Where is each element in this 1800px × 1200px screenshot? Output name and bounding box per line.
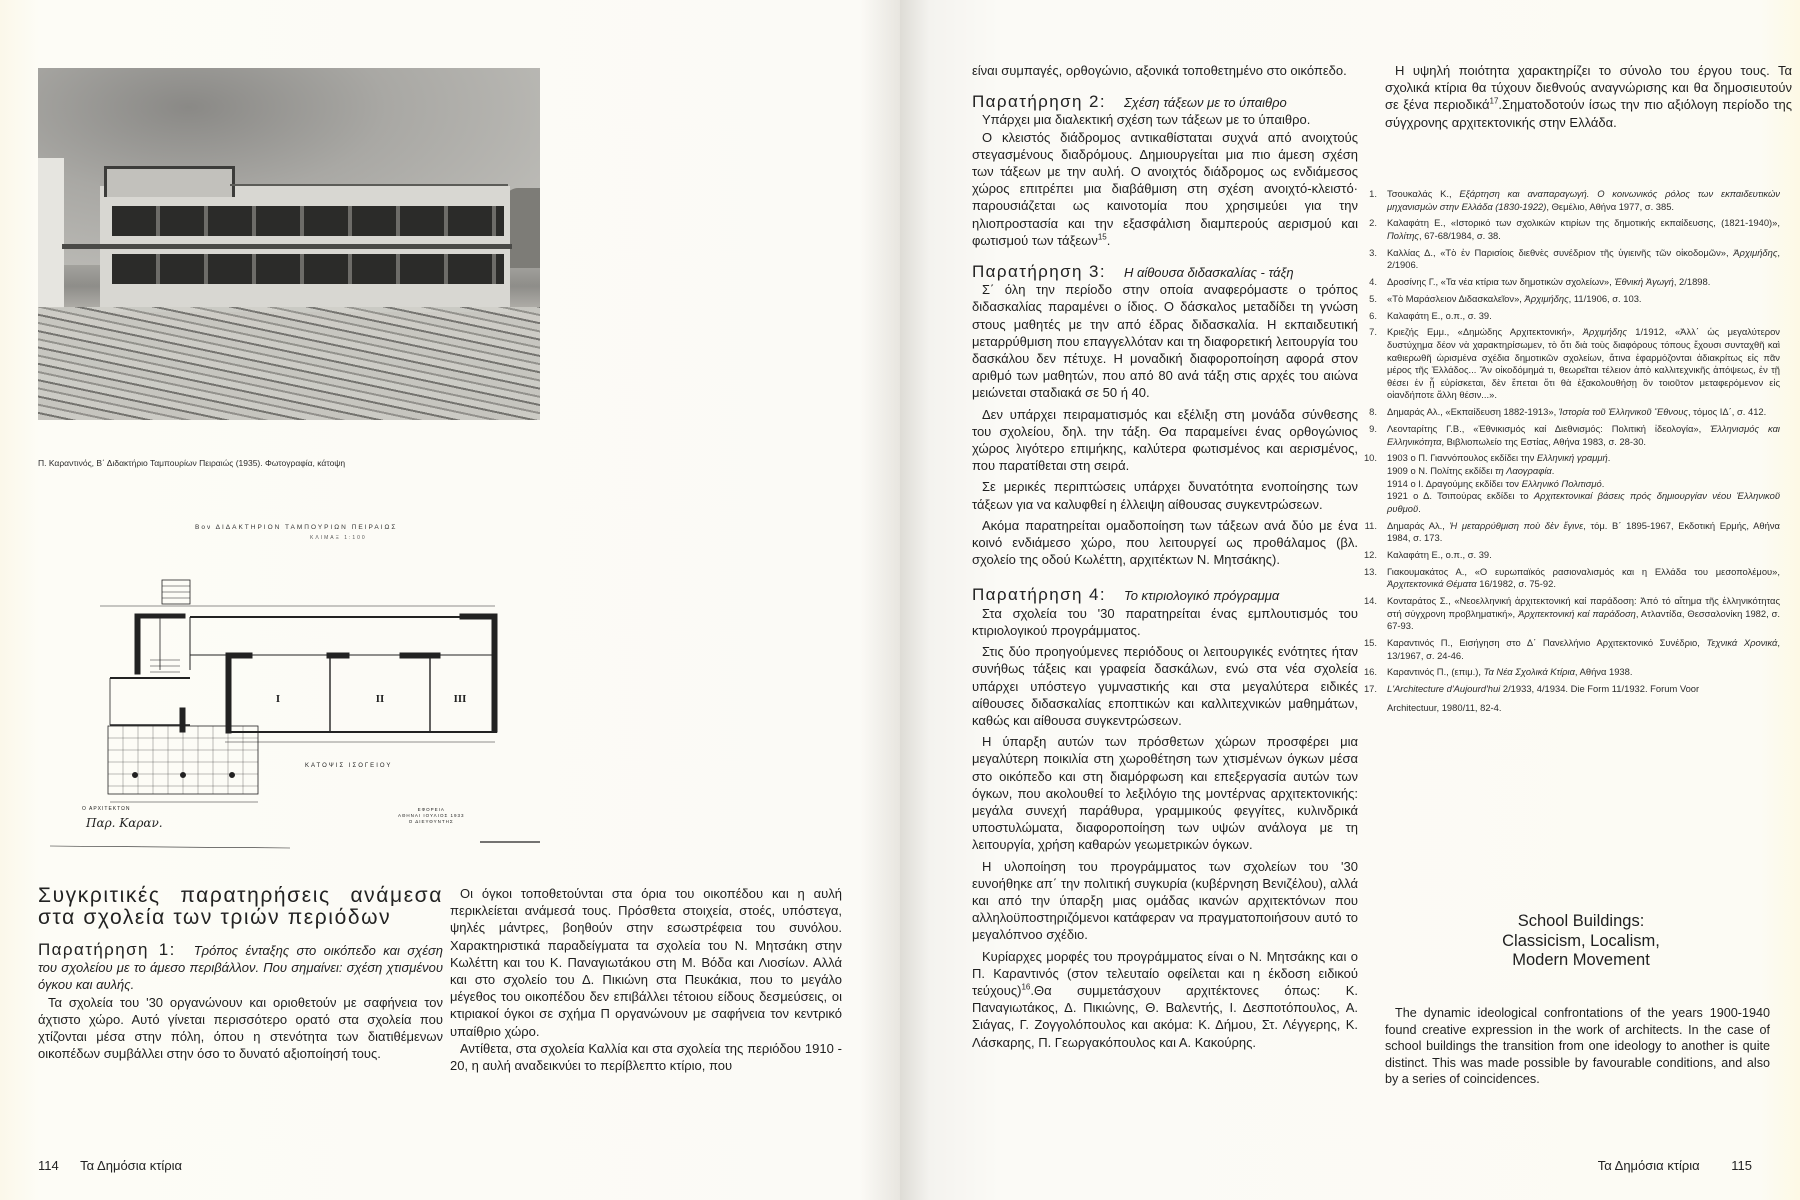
footnote-number: 2.: [1369, 217, 1377, 229]
footnote-title: Ελληνικό Πολιτισμό: [1521, 477, 1602, 489]
footnote-title: Ἐθνική Ἀγωγή: [1614, 276, 1674, 288]
footnote-text: , Αθήνα 1938.: [1574, 666, 1633, 678]
footnote-body: [1387, 566, 1780, 591]
paragraph-text: Ο κλειστός διάδρομος αντικαθίσταται συχνά από ανοιχτούς στεγασμένους διαδρόμους. Δημιουργείται μια πιο άμεση σχέση των τάξεων με την αυλή. Ο ανοιχτός διάδρομος ως ενδιάμεσος χώρος επιτρέπει μια διαβάθμιση στη σχέση ανοιχτό-κλειστό· παρουσιάζεται ως καινοτομία που χρησιμεύει για την ηλιοπροστασία και την εξασφάλιση διαμπερούς αερισμού και φωτισμού των τάξεων: [972, 129, 1358, 248]
footnote-item: [1369, 292, 1780, 306]
running-title: Τα Δημόσια κτίρια: [1597, 1158, 1700, 1173]
footnote-item: [1363, 565, 1780, 591]
school-building-photo: [38, 68, 540, 420]
footnote-text: Λεονταρίτης Γ.Β., «Ἐθνικισμός καί Διεθνισμός: Πολιτική ἰδεολογία»,: [1387, 423, 1711, 434]
footnote-number: 4.: [1369, 276, 1377, 288]
observation-label: Παρατήρηση 1:: [38, 940, 176, 959]
observation-label: Παρατήρηση 2:: [972, 92, 1106, 112]
plan-ephor-line: ΑΘΗΝΑΙ ΙΟΥΛΙΟΣ 1933: [398, 813, 465, 818]
footnote-text: Κριεζής Εμμ., «Δημώδης Αρχιτεκτονική»,: [1387, 326, 1583, 338]
paragraph: Σ΄ όλη την περίοδο στην οποία αναφερόμαστε ο τρόπος διδασκαλίας παραμένει ο ίδιος. Ο δάσκαλος μεταδίδει τη γνώση στους μαθητές με την από έδρας διδασκαλία. Η εκπαιδευτική μεταρρύθμιση που επαγγελλόταν και τη διαφορετική λειτουργία του δασκάλου δεν πέτυχε. Η μοναδική διαφοροποίηση αφορά στον αριθμό των μαθητών, που από 80 ανά τάξη στις αρχές του αιώνα μειώνεται σταδιακά σε 50 ή 40.: [972, 282, 1358, 401]
paragraph: The dynamic ideological confrontations of the years 1900-1940 found creative expression in the work of architects. In the case of school buildings the transition from one ideology to another is quite distinct. This was made possible by favourable conditions, and also by a series of coincidences.: [1385, 1006, 1770, 1087]
footnote-text: , 2/1898.: [1673, 276, 1711, 288]
footnote-body: [1387, 423, 1780, 448]
footnote-number: 5.: [1369, 292, 1377, 304]
footnote-title: L'Architecture d'Aujourd'hui: [1387, 683, 1501, 695]
plan-ephor-block: [398, 807, 464, 825]
paragraph-text: Η υψηλή ποιότητα χαρακτηρίζει το σύνολο του έργου τους. Τα σχολικά κτίρια θα τύχουν διεθνούς αναγνώρισης και θα δημοσιευτούν σε ξένα περιοδικά: [1385, 63, 1792, 113]
paragraph-text: Κυρίαρχες μορφές του προγράμματος είναι ο Ν. Μητσάκης και ο Π. Καραντινός (στον τελευταίο οφείλεται και η έκδοση ειδικού τεύχους): [972, 948, 1358, 998]
footnote-number: 13.: [1363, 565, 1377, 577]
footnote-item: [1363, 452, 1780, 515]
observation-subtitle: Η αίθουσα διδασκαλίας - τάξη: [1123, 265, 1294, 281]
footnote-title: Ἀρχιτεκτονικά Θέματα: [1387, 578, 1477, 590]
footnote-text: .: [1418, 502, 1421, 514]
footnote-number: 16.: [1363, 666, 1377, 678]
english-summary-body: [1385, 1005, 1770, 1088]
footnote-body: [1387, 326, 1780, 402]
footnote-body: [1387, 637, 1780, 662]
left-column-2: [450, 885, 842, 1074]
footnote-text: «Τὸ Μαράσλειον Διδασκαλεῖον»,: [1387, 292, 1525, 304]
footnote-ref[interactable]: 16: [1021, 982, 1031, 992]
plan-ephor-line: ΕΦΟΡΕΙΑ: [417, 807, 445, 812]
paragraph: Οι όγκοι τοποθετούνται στα όρια του οικοπέδου και η αυλή περικλείεται ανάμεσά τους. Πρόσθετα στοιχεία, στοές, υπόστεγα, ψηλές μάντρες, βοηθούν στην εσωστρέφεια του συνόλου. Χαρακτηριστικά παραδείγματα τα σχολεία του Ν. Μητσάκη στην Κωλέττη και του Κ. Παναγιωτάκου στη Μ. Βόδα και Λιοσίων. Αλλά και στο σχολείο του Δ. Πικιώνη στα Πευκάκια, που το μεγάλο μέγεθος του οικοπέδου δεν επιβάλλει τέτοιου είδους δεσμεύσεις, οι κτιριακοί όγκοι σε σχήμα Π οργανώνουν με σαφήνεια τον κεντρικό υπαίθριο χώρο.: [450, 886, 842, 1039]
footnote-title: Ἑλληνισμός και Ελληνικότητα: [1387, 423, 1780, 447]
footnote-title: Ἀρχιμήδης: [1582, 326, 1627, 338]
footnote-title: Πολίτης: [1387, 229, 1419, 241]
footnote-text: , 67-68/1984, σ. 38.: [1418, 229, 1501, 241]
footnote-item: [1369, 309, 1780, 323]
footnote-body: [1387, 452, 1780, 515]
footnote-text: , 11/1906, σ. 103.: [1568, 292, 1642, 304]
footnote-item: [1363, 683, 1780, 714]
footnote-body: [1387, 276, 1780, 289]
observation-subtitle: Σχέση τάξεων με το ύπαιθρο: [1123, 95, 1287, 111]
floor-plan-drawing: [40, 510, 560, 860]
footnote-text: 1921 ο Δ. Τσιπούρας εκδίδει το: [1387, 490, 1534, 502]
footnote-line: Architectuur, 1980/11, 82-4.: [1387, 701, 1502, 713]
page-footer-right: [1598, 1158, 1752, 1173]
footnote-number: 3.: [1369, 246, 1377, 258]
footnote-text: 1/1912, «Ἀλλ΄ ὡς μεγαλύτερον δυστύχημα δέον νὰ χαρακτηρίσωμεν, τὸ ὅτι διὰ τοὺς διαφόρους τόπους ἔχουσι συνταχθῆ καὶ καθιερωθῆ ὡρισμένα σχέδια δημοτικῶν σχολείων, ἅτινα ἐφαρμόζονται ἀδιακρίτως εἰς πᾶν μέρος τῆς Ἑλλάδος... Ἂν οἰκοδόμημά τι, θεωρεῖται τέλειον ἀπὸ καλλιτεχνικῆς ἀπόψεως, ἐν τῇ θέσει ἐν ᾗ εὑρίσκεται, δὲν ἕπεται ὅτι θὰ ἐξακολουθήσῃ ὂν τοιοῦτον μεταφερόμενον εἰς οἱανδήποτε ἄλλη θέσιν...».: [1387, 326, 1780, 401]
footnote-number: 9.: [1369, 423, 1377, 434]
observation-1-heading: [38, 941, 443, 994]
footnote-text: Γιακουμακάτος Α., «Ο ευρωπαϊκός ρασιοναλισμός και η Ελλάδα του μεσοπολέμου»,: [1387, 565, 1780, 577]
footnote-title: Τεχνικά Χρονικά: [1706, 637, 1778, 649]
footnote-item: [1369, 217, 1780, 242]
plan-title: Βον ΔΙΔΑΚΤΗΡΙΟΝ ΤΑΜΠΟΥΡΙΩΝ ΠΕΙΡΑΙΩΣ: [195, 524, 398, 531]
paragraph: Αντίθετα, στα σχολεία Καλλία και στα σχολεία της περιόδου 1910 - 20, η αυλή αναδεικνύει το περίβλεπτο κτίριο, που: [450, 1040, 842, 1074]
footnote-number: 15.: [1363, 637, 1377, 649]
plan-ephor-line: Ο ΔΙΕΥΘΥΝΤΗΣ: [408, 819, 454, 824]
observation-label: Παρατήρηση 4:: [972, 585, 1106, 605]
english-title-line: Classicism, Localism,: [1502, 931, 1660, 950]
photo-ground: [38, 307, 540, 420]
footnote-title: Τα Νέα Σχολικά Κτίρια: [1483, 666, 1575, 678]
running-title: Τα Δημόσια κτίρια: [80, 1158, 183, 1173]
footnote-body: [1387, 549, 1780, 562]
photo-roof-rail: [230, 184, 508, 196]
english-summary-title: [1386, 912, 1776, 971]
footnote-item: [1363, 666, 1780, 679]
footnote-text: , Ατλαντίδα, Θεσσαλονίκη 1982, σ. 67-93.: [1387, 607, 1781, 632]
footnote-item: [1369, 423, 1780, 448]
footnote-number: 8.: [1369, 406, 1377, 418]
footnote-title: Εξάρτηση και αναπαραγωγή. Ο κοινωνικός ρόλος των εκπαιδευτικών μηχανισμών στην Ελλάδα (1830-1922): [1387, 188, 1780, 212]
paragraph-with-ref: [972, 948, 1358, 1051]
footnote-text: Καραντινός Π., (επιμ.),: [1387, 666, 1484, 678]
paragraph-with-ref: Ο κλειστός διάδρομος αντικαθίσταται συχνά από ανοιχτούς στεγασμένους διαδρόμους. Δημιουργείται μια πιο άμεση σχέση των τάξεων με την αυλή. Ο ανοιχτός διάδρομος ως ενδιάμεσος χώρος επιτρέπει μια διαβάθμιση στη σχέση ανοιχτό-κλειστό· παρουσιάζεται ως καινοτομία που χρησιμεύει για την ηλιοπροστασία και την εξασφάλιση διαμπερούς αερισμού και φωτισμού των τάξεων$^{15}$.: [972, 129, 1358, 248]
footnote-number: 12.: [1363, 548, 1377, 560]
photo-roof-pergola: [104, 166, 235, 197]
footnote-title: Ἀρχιμήδης: [1733, 246, 1778, 258]
observation-label: Παρατήρηση 3:: [972, 262, 1106, 282]
observation-4-heading: [972, 586, 1358, 604]
page-number: 115: [1731, 1158, 1752, 1173]
footnote-text: 1903 ο Π. Γιαννόπουλος εκδίδει την: [1387, 452, 1537, 464]
footnote-title: Ἱστορία τοῦ Ἑλληνικοῦ Ἔθνους: [1558, 406, 1688, 418]
footnote-item: [1364, 519, 1780, 545]
english-title-line: School Buildings:: [1517, 912, 1645, 930]
figure-caption: Π. Καραντινός, Β΄ Διδακτήριο Ταμπουρίων Πειραιώς (1935). Φωτογραφία, κάτοψη: [38, 458, 346, 468]
plan-room-1: I: [275, 695, 281, 705]
footnote-body: [1387, 247, 1780, 272]
footnote-text: Τσουκαλάς Κ.,: [1387, 188, 1460, 199]
footnote-text: Καραντινός Π., Εισήγηση στο Δ΄ Πανελλήνιο Αρχιτεκτονικό Συνέδριο,: [1387, 637, 1707, 649]
footnote-line: [1387, 452, 1780, 465]
footnote-number: 17.: [1363, 683, 1377, 695]
footnote-body: [1387, 520, 1780, 545]
plan-label: ΚΑΤΟΨΙΣ ΙΣΟΓΕΙΟΥ: [305, 763, 393, 769]
paragraph: Η ύπαρξη αυτών των πρόσθετων χώρων προσφέρει μια μεγαλύτερη ποικιλία στη χωροθέτηση των χτισμένων όγκων μέσα στο οικόπεδο και στη διαμόρφωση και επεξεργασία αυτών των όγκων, που ακολουθεί το λεξιλόγιο της μοντέρνας αρχιτεκτονικής: μεγάλα συνεχή παράθυρα, γραμμικούς φεγγίτες, κυλινδρικά υποστυλώματα, διαφοροποίηση των υψών ανάλογα με τη λειτουργία, χρήση καθαρών γεωμετρικών όγκων.: [972, 734, 1358, 853]
paragraph-text: .Σηματοδοτούν ίσως την πιο αξιόλογη περίοδο της σύγχρονης αρχιτεκτονικής στην Ελλάδα.: [1385, 97, 1793, 130]
footnote-text: Καλαφάτη Ε., ο.π., σ. 39.: [1387, 309, 1492, 321]
footnote-text: , 2/1906.: [1387, 246, 1780, 271]
footnote-line: [1387, 478, 1780, 491]
footnote-title: Ελληνική γραμμή: [1536, 452, 1608, 464]
paragraph-text: .Θα συμμετάσχουν αρχιτέκτονες όπως: Κ. Παναγιωτάκος, Δ. Πικιώνης, Θ. Βαλεντής, Ι. Δεσποτόπουλος, Α. Σιάγας, Γ. Ζογγολόπουλος και ακόμα: Κ. Δήμου, Στ. Λέγγερης, Κ. Λάσκαρης, Π. Γεωργακόπουλος και Α. Κακούρης.: [972, 982, 1358, 1050]
right-column-1: [972, 62, 1358, 1051]
paragraph: Στις δύο προηγούμενες περιόδους οι λειτουργικές ενότητες ήταν συνήθως τάξεις και γραφεία δασκάλων, ενώ στα νέα σχολεία υπάρχει υπόστεγο γυμναστικής και στα μεγαλύτερα ειδικές αίθουσες διδασκαλίας εποπτικών και καλλιτεχνικών μαθημάτων, καθώς και αίθουσα συγκεντρώσεων.: [972, 644, 1358, 728]
plan-room-2: II: [375, 695, 385, 705]
footnote-text: Δημαράς Αλ.,: [1387, 519, 1450, 531]
footnote-text: Καλλίας Δ., «Τὸ ἐν Παρισίοις διεθνὲς συνέδριον τῆς ὑγιεινῆς τῶν οἰκοδομῶν»,: [1387, 246, 1734, 258]
paragraph: Τα σχολεία του '30 οργανώνουν και οριοθετούν με σαφήνεια τον άχτιστο χώρο. Αυτό γίνεται περισσότερο ορατό στα σχολεία που χτίζονται μέσα στην πόλη, όπου η στενότητα των διατιθέμενων οικοπέδων συμβάλλει στην όσο το δυνατό αξιοποίησή τους.: [38, 994, 443, 1062]
footnote-number: 10.: [1363, 452, 1377, 464]
footnote-text: Κονταράτος Σ., «Νεοελληνική ἀρχιτεκτονική καί παράδοση: Ἀπό τό αἴτημα τῆς ἑλληνικότητας στή σύγχρονη προβληματική»,: [1387, 595, 1780, 619]
photo-lower-windows: [112, 254, 504, 284]
paragraph: Ακόμα παρατηρείται ομαδοποίηση των τάξεων ανά δύο με ένα κοινό ενδιάμεσο χώρο, που λειτουργεί ως προθάλαμος (βλ. σχολείο της οδού Κωλέττη, αρχιτέκτων Ν. Μητσάκης).: [972, 517, 1358, 568]
footnote-number: 7.: [1369, 326, 1377, 338]
footnote-number: 1.: [1369, 188, 1377, 199]
footnote-title: Ἀρχιτεκτονική καί παράδοση: [1518, 607, 1636, 619]
footnote-text: 1909 ο Ν. Πολίτης εκδίδει: [1387, 464, 1496, 476]
footnote-item: [1369, 276, 1780, 289]
footnote-line: [1387, 465, 1780, 478]
footnote-body: [1387, 293, 1780, 306]
footnote-item: [1369, 246, 1780, 272]
paragraph: είναι συμπαγές, ορθογώνιο, αξονικά τοποθετημένο στο οικόπεδο.: [972, 63, 1347, 78]
paragraph-with-ref: [1385, 62, 1792, 131]
plan-scale: ΚΛΙΜΑΞ 1:100: [310, 535, 367, 541]
observation-3-heading: [972, 263, 1358, 281]
plan-signature: Παρ. Καραν.: [86, 816, 163, 830]
footnotes-list: [1363, 188, 1781, 719]
footnote-item: [1369, 406, 1780, 419]
footnote-ref[interactable]: 17: [1489, 97, 1499, 107]
footnote-text: .: [1551, 464, 1555, 476]
left-column-1: [38, 885, 443, 1062]
english-title-line: Modern Movement: [1512, 951, 1650, 969]
footnote-text: Καλαφάτη Ε., ο.π., σ. 39.: [1387, 548, 1492, 560]
footnote-item: [1369, 326, 1780, 402]
footnote-text: Δροσίνης Γ., «Τα νέα κτίρια των δημοτικών σχολείων»,: [1387, 276, 1615, 288]
footnote-number: 14.: [1363, 595, 1377, 607]
paragraph: Σε μερικές περιπτώσεις υπάρχει δυνατότητα ενοποίησης των τάξεων για να καλυφθεί η έλλειψη αίθουσας συγκεντρώσεων.: [972, 479, 1358, 512]
observation-subtitle: Τρόπος ένταξης στο οικόπεδο και σχέση του σχολείου με το άμεσο περιβάλλον. Που σημαίνει: σχέση χτισμένου όγκου και αυλής.: [38, 943, 444, 993]
footnote-item: [1369, 188, 1780, 213]
footnote-ref[interactable]: 15: [1097, 232, 1107, 242]
section-title: Συγκριτικές παρατηρήσεις ανάμεσα στα σχολεία των τριών περιόδων: [38, 884, 443, 929]
photo-side-building: [38, 158, 64, 308]
photo-canopy: [62, 244, 512, 249]
photo-upper-windows: [112, 206, 504, 236]
footnote-text: .: [1601, 477, 1605, 489]
page-footer-left: [38, 1158, 182, 1173]
footnote-text: , τόμ. Β΄ 1895-1967, Εκδοτική Ερμής, Αθήνα 1984, σ. 173.: [1387, 519, 1780, 544]
footnote-text: , Βιβλιοπωλείο της Εστίας, Αθήνα 1983, σ. 28-30.: [1441, 435, 1647, 447]
paragraph: Δεν υπάρχει πειραματισμός και εξέλιξη στη μονάδα σύνθεσης του σχολείου, δηλ. την τάξη. Θα παραμείνει ένας ορθογώνιος χώρος λιγότερο επιμήκης, καλύτερα φωτισμένος και αερισμένος, που παρατίθεται στη σειρά.: [972, 406, 1358, 474]
page-number: 114: [38, 1158, 59, 1173]
footnote-item: [1363, 548, 1780, 562]
observation-subtitle: Το κτιριολογικό πρόγραμμα: [1123, 588, 1280, 604]
footnote-body: [1387, 595, 1780, 633]
plan-room-3: III: [453, 695, 467, 705]
footnote-title: Ἀρχιμήδης: [1524, 292, 1569, 304]
footnote-text: , Θεμέλιο, Αθήνα 1977, σ. 385.: [1546, 200, 1675, 212]
footnote-line: [1387, 490, 1780, 515]
footnote-item: [1363, 637, 1780, 662]
observation-2-heading: [972, 93, 1358, 111]
footnote-title: τη Λαογραφία: [1495, 464, 1552, 476]
footnote-text: Δημαράς Αλ., «Εκπαίδευση 1882-1913»,: [1387, 406, 1559, 418]
footnote-item: [1363, 595, 1781, 633]
footnote-text: , τόμος ΙΔ΄, σ. 412.: [1687, 406, 1767, 418]
footnote-body: [1387, 188, 1780, 213]
paragraph: Υπάρχει μια διαλεκτική σχέση των τάξεων με το ύπαιθρο.: [982, 112, 1311, 128]
footnote-title: Ἡ μεταρρύθμιση ποὺ δὲν ἔγινε: [1449, 519, 1584, 531]
footnote-number: 11.: [1364, 519, 1377, 531]
footnote-text: Καλαφάτη Ε., «Ιστορικό των σχολικών κτιρίων της δημοτικής εκπαίδευσης, (1821-1940)»,: [1387, 217, 1780, 229]
paragraph: Στα σχολεία του '30 παρατηρείται ένας εμπλουτισμός του κτιριολογικού προγράμματος.: [972, 605, 1358, 638]
footnote-body: [1387, 217, 1780, 242]
footnote-text: , 13/1967, σ. 24-46.: [1387, 637, 1780, 661]
footnote-body: [1387, 666, 1780, 679]
plan-architect-label: Ο ΑΡΧΙΤΕΚΤΩΝ: [82, 806, 131, 812]
footnote-text: 1914 ο Ι. Δραγούμης εκδίδει τον: [1387, 477, 1522, 489]
paragraph: Η υλοποίηση του προγράμματος των σχολείων του '30 ευνοήθηκε απ΄ την πολιτική συγκυρία (κυβέρνηση Βενιζέλου), αλλά και από την ύπαρξη μιας ομάδας ικανών αρχιτεκτόνων που αλληλοϋποστηριζόμενοι κατάφεραν να πραγματοποιήσουν αυτό το μεγαλόπνοο σχέδιο.: [972, 858, 1358, 943]
footnote-body: [1387, 406, 1780, 419]
right-column-2: [1385, 62, 1792, 131]
footnote-body: [1387, 683, 1780, 714]
footnote-body: [1387, 310, 1780, 323]
footnote-text: .: [1607, 452, 1611, 464]
footnote-text: 16/1982, σ. 75-92.: [1476, 578, 1556, 590]
photo-building: [100, 186, 510, 312]
footnote-number: 6.: [1369, 309, 1377, 321]
footnote-title: Αρχιτεκτονικαί βάσεις πρός δημιουργίαν νέου Ἑλληνικοῦ ρυθμοῦ: [1387, 490, 1780, 514]
footnote-text: 2/1933, 4/1934. Die Form 11/1932. Forum Voor: [1500, 683, 1700, 695]
